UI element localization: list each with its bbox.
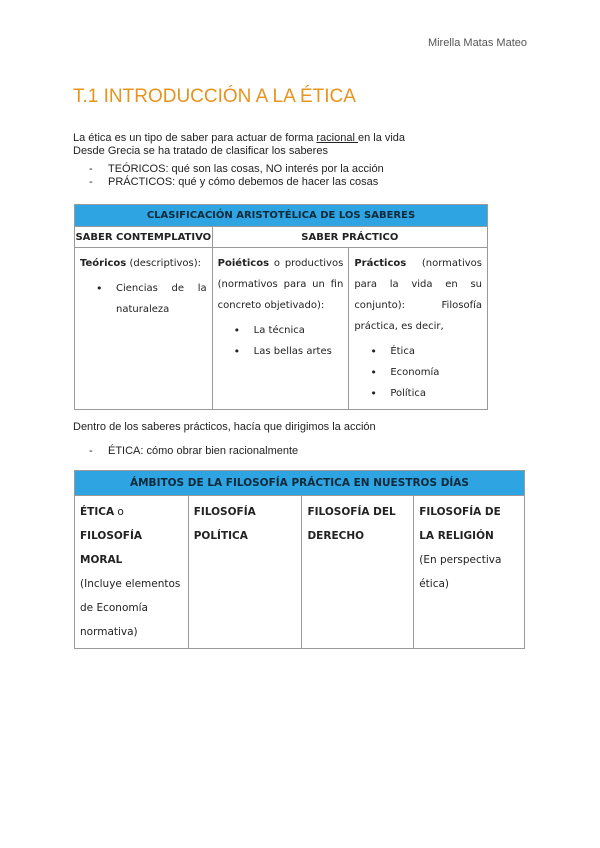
etica-list [89, 445, 298, 458]
classification-table [74, 204, 488, 410]
list-item: • Economía [354, 362, 482, 383]
list-item: - PRÁCTICOS: qué y cómo debemos de hacer las cosas [89, 176, 384, 189]
table-header: ÁMBITOS DE LA FILOSOFÍA PRÁCTICA EN NUESTROS DÍAS [75, 471, 525, 496]
page-title: T.1 INTRODUCCIÓN A LA ÉTICA [73, 86, 356, 107]
list-item: - ÉTICA: cómo obrar bien racionalmente [89, 445, 298, 458]
list-item: - TEÓRICOS: qué son las cosas, NO interés por la acción [89, 163, 384, 176]
cell-filosofia-derecho: FILOSOFÍA DEL DERECHO [302, 496, 414, 649]
cell-etica: ÉTICA o FILOSOFÍA MORAL (Incluye elementos de Economía normativa) [75, 496, 189, 649]
col-saber-practico: SABER PRÁCTICO [212, 227, 487, 248]
list-item: • La técnica [218, 320, 344, 341]
poieticos-list [218, 320, 344, 362]
cell-practicos: Prácticos (normativos para la vida en su conjunto): Filosofía práctica, es decir, • Ética • Economía • Política [349, 248, 488, 410]
list-item: • Las bellas artes [218, 341, 344, 362]
teoricos-list [80, 278, 207, 320]
saberes-list [89, 163, 384, 189]
cell-poieticos: Poiéticos o productivos (normativos para un fin concreto objetivado): • La técnica • Las bellas artes [212, 248, 349, 410]
table-header: CLASIFICACIÓN ARISTOTÉLICA DE LOS SABERES [75, 205, 488, 227]
list-item: • Ciencias de la naturaleza [80, 278, 207, 320]
intro-paragraph [73, 132, 405, 158]
list-item: • Política [354, 383, 482, 404]
author-name: Mirella Matas Mateo [427, 37, 527, 49]
intro-line-2: Desde Grecia se ha tratado de clasificar los saberes [73, 145, 328, 157]
practicos-paragraph: Dentro de los saberes prácticos, hacía que dirigimos la acción [73, 421, 376, 433]
list-item: • Ética [354, 341, 482, 362]
cell-filosofia-politica: FILOSOFÍA POLÍTICA [188, 496, 302, 649]
practicos-list [354, 341, 482, 404]
ambitos-table [74, 470, 525, 649]
cell-teoricos: Teóricos (descriptivos): • Ciencias de la naturaleza [75, 248, 213, 410]
intro-line-1: La ética es un tipo de saber para actuar de forma racional en la vida [73, 132, 406, 144]
underlined-racional: racional [316, 132, 358, 144]
cell-filosofia-religion: FILOSOFÍA DE LA RELIGIÓN (En perspectiva ética) [414, 496, 525, 649]
col-saber-contemplativo: SABER CONTEMPLATIVO [75, 227, 213, 248]
